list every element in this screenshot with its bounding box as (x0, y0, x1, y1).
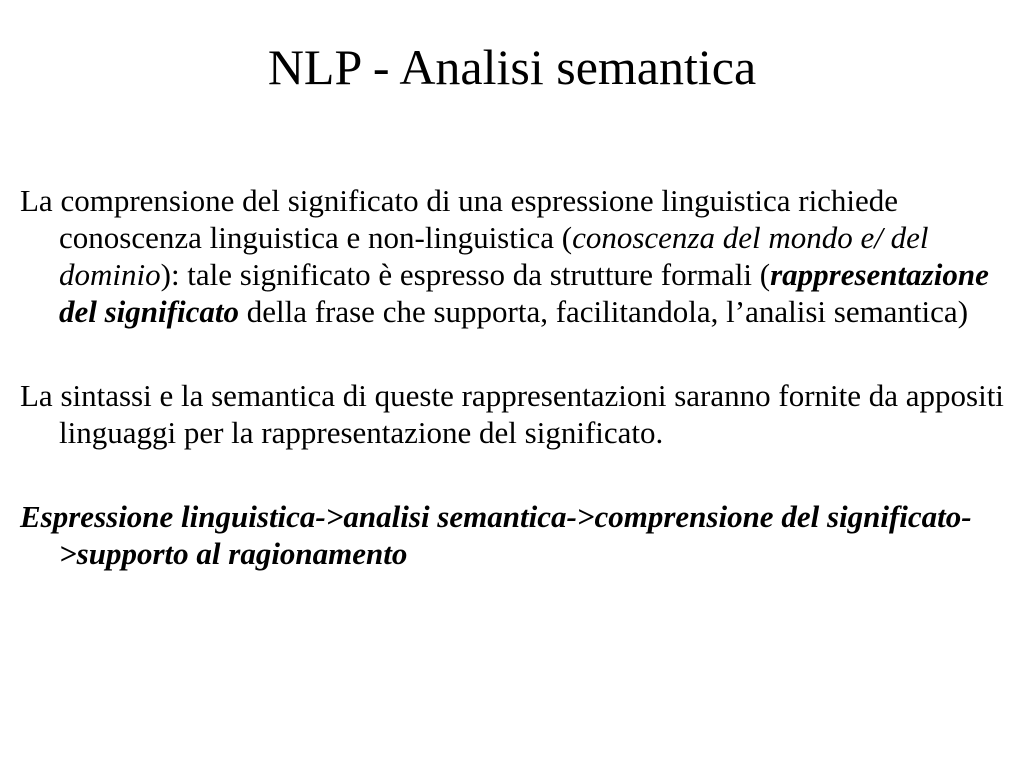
paragraph-1-text-c: della frase che supporta, facilitandola, l’analisi semantica) (238, 294, 969, 329)
paragraph-pipeline: Espressione linguistica->analisi semantica->comprensione del significato->supporto al ragionamento (20, 499, 972, 571)
paragraph-1-bold-italic: rappresentazione del significato (59, 257, 989, 329)
slide-body (20, 182, 1015, 572)
paragraph-syntax-semantics: La sintassi e la semantica di queste rappresentazioni saranno fornite da appositi linguaggi per la rappresentazione del significato. (20, 378, 1004, 450)
paragraph-1-italic: conoscenza del mondo e/ del dominio (59, 220, 929, 292)
paragraph-1-text-a: La comprensione del significato di una espressione linguistica richiede conoscenza linguistica e non-linguistica ( (20, 183, 899, 255)
slide-title: NLP - Analisi semantica (267, 39, 757, 95)
paragraph-1-text-b: ): tale significato è espresso da strutture formali ( (160, 257, 771, 292)
paragraph-meaning-comprehension (20, 182, 1015, 330)
